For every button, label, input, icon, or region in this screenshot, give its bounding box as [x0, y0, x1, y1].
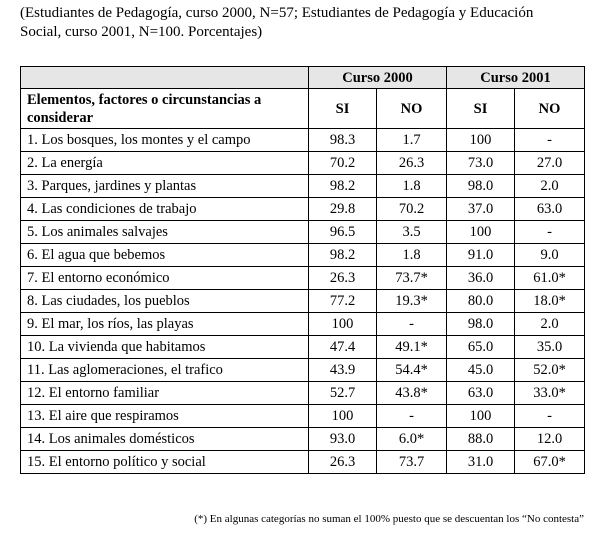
cell-2000-si: 52.7: [309, 382, 377, 405]
cell-2000-no: 1.8: [377, 175, 447, 198]
table-row: [21, 359, 585, 382]
row-label-cell: 10. La vivienda que habitamos: [21, 336, 309, 359]
cell-2000-no: 43.8*: [377, 382, 447, 405]
table-body: [21, 67, 585, 474]
row-label-cell: 8. Las ciudades, los pueblos: [21, 290, 309, 313]
results-table: [20, 66, 585, 474]
cell-2000-no: 70.2: [377, 198, 447, 221]
cell-2001-no: -: [515, 405, 585, 428]
table-row: [21, 290, 585, 313]
table-row: [21, 267, 585, 290]
cell-2000-si: 100: [309, 313, 377, 336]
cell-2000-si: 93.0: [309, 428, 377, 451]
table-row: [21, 405, 585, 428]
row-label-cell: 13. El aire que respiramos: [21, 405, 309, 428]
cell-2001-si: 73.0: [447, 152, 515, 175]
cell-2000-no: 6.0*: [377, 428, 447, 451]
group-header-2000: Curso 2000: [309, 67, 447, 89]
cell-2001-si: 100: [447, 221, 515, 244]
cell-2001-no: -: [515, 129, 585, 152]
cell-2000-no: 73.7: [377, 451, 447, 474]
cell-2001-si: 88.0: [447, 428, 515, 451]
group-header-row: [21, 67, 585, 89]
cell-2001-si: 37.0: [447, 198, 515, 221]
table-row: [21, 428, 585, 451]
sub-header-no-2000: NO: [377, 89, 447, 129]
cell-2001-si: 45.0: [447, 359, 515, 382]
table-row: [21, 175, 585, 198]
table-row: [21, 451, 585, 474]
cell-2001-no: 61.0*: [515, 267, 585, 290]
row-label-cell: 14. Los animales domésticos: [21, 428, 309, 451]
cell-2001-si: 98.0: [447, 313, 515, 336]
caption-line-1: (Estudiantes de Pedagogía, curso 2000, N=57; Estudiantes de Pedagogía y Educación: [20, 5, 534, 21]
cell-2000-no: 73.7*: [377, 267, 447, 290]
sub-header-no-2001: NO: [515, 89, 585, 129]
cell-2001-no: 9.0: [515, 244, 585, 267]
cell-2000-no: 3.5: [377, 221, 447, 244]
cell-2000-si: 77.2: [309, 290, 377, 313]
table-row: [21, 198, 585, 221]
cell-2000-no: 54.4*: [377, 359, 447, 382]
table-row: [21, 382, 585, 405]
cell-2001-si: 98.0: [447, 175, 515, 198]
row-label-cell: 4. Las condiciones de trabajo: [21, 198, 309, 221]
group-header-2001: Curso 2001: [447, 67, 585, 89]
table-caption: [20, 4, 590, 42]
cell-2001-no: 35.0: [515, 336, 585, 359]
cell-2000-no: 1.7: [377, 129, 447, 152]
row-label-cell: 5. Los animales salvajes: [21, 221, 309, 244]
cell-2000-si: 26.3: [309, 451, 377, 474]
cell-2000-si: 98.2: [309, 244, 377, 267]
cell-2000-no: 49.1*: [377, 336, 447, 359]
cell-2000-si: 96.5: [309, 221, 377, 244]
row-header-cell: Elementos, factores o circunstancias a considerar: [21, 89, 309, 129]
cell-2000-si: 43.9: [309, 359, 377, 382]
cell-2001-no: 27.0: [515, 152, 585, 175]
cell-2001-si: 91.0: [447, 244, 515, 267]
table-row: [21, 244, 585, 267]
cell-2000-no: 26.3: [377, 152, 447, 175]
table-row: [21, 152, 585, 175]
footnote: (*) En algunas categorías no suman el 100% puesto que se descuentan los “No contesta”: [194, 513, 584, 525]
cell-2000-si: 98.3: [309, 129, 377, 152]
cell-2001-si: 63.0: [447, 382, 515, 405]
row-label-cell: 7. El entorno económico: [21, 267, 309, 290]
table-row: [21, 129, 585, 152]
cell-2001-no: 2.0: [515, 313, 585, 336]
row-label-cell: 9. El mar, los ríos, las playas: [21, 313, 309, 336]
row-label-cell: 11. Las aglomeraciones, el trafico: [21, 359, 309, 382]
cell-2001-no: 18.0*: [515, 290, 585, 313]
cell-2000-no: -: [377, 405, 447, 428]
cell-2001-no: 33.0*: [515, 382, 585, 405]
row-label-cell: 3. Parques, jardines y plantas: [21, 175, 309, 198]
cell-2001-no: 2.0: [515, 175, 585, 198]
table-row: [21, 336, 585, 359]
table-row: [21, 313, 585, 336]
cell-2000-si: 70.2: [309, 152, 377, 175]
row-label-cell: 15. El entorno político y social: [21, 451, 309, 474]
row-label-cell: 1. Los bosques, los montes y el campo: [21, 129, 309, 152]
cell-2001-no: 12.0: [515, 428, 585, 451]
table-row: [21, 221, 585, 244]
cell-2001-si: 100: [447, 405, 515, 428]
cell-2001-no: 63.0: [515, 198, 585, 221]
cell-2000-no: 19.3*: [377, 290, 447, 313]
cell-2000-si: 29.8: [309, 198, 377, 221]
sub-header-row: [21, 89, 585, 129]
cell-2000-si: 98.2: [309, 175, 377, 198]
sub-header-si-2001: SI: [447, 89, 515, 129]
cell-2000-si: 100: [309, 405, 377, 428]
cell-2000-no: -: [377, 313, 447, 336]
empty-header-cell: [21, 67, 309, 89]
caption-line-2: Social, curso 2001, N=100. Porcentajes): [20, 24, 263, 40]
row-label-cell: 12. El entorno familiar: [21, 382, 309, 405]
row-label-cell: 2. La energía: [21, 152, 309, 175]
cell-2001-no: 67.0*: [515, 451, 585, 474]
cell-2001-no: 52.0*: [515, 359, 585, 382]
sub-header-si-2000: SI: [309, 89, 377, 129]
cell-2000-si: 47.4: [309, 336, 377, 359]
cell-2001-si: 80.0: [447, 290, 515, 313]
row-label-cell: 6. El agua que bebemos: [21, 244, 309, 267]
cell-2000-no: 1.8: [377, 244, 447, 267]
cell-2001-si: 100: [447, 129, 515, 152]
cell-2001-no: -: [515, 221, 585, 244]
cell-2001-si: 65.0: [447, 336, 515, 359]
cell-2001-si: 36.0: [447, 267, 515, 290]
cell-2000-si: 26.3: [309, 267, 377, 290]
cell-2001-si: 31.0: [447, 451, 515, 474]
